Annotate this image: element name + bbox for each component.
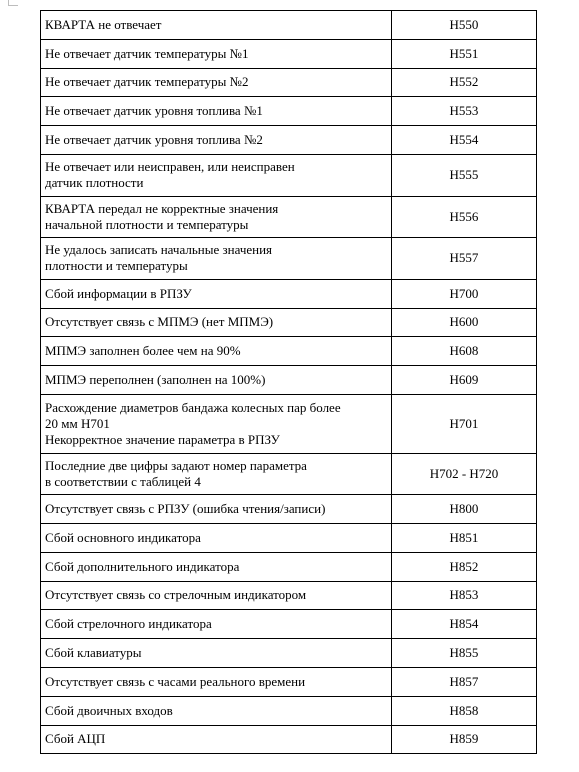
error-code-cell: Н858 xyxy=(392,696,537,725)
error-code-cell: Н552 xyxy=(392,68,537,97)
table-row xyxy=(41,725,537,754)
error-description-cell xyxy=(41,366,392,395)
error-code-cell: Н852 xyxy=(392,552,537,581)
error-description-line: Не удалось записать начальные значения xyxy=(45,242,273,258)
error-description-line: датчик плотности xyxy=(45,175,144,191)
table-row xyxy=(41,154,537,196)
error-codes-table-body xyxy=(41,11,537,754)
table-row xyxy=(41,581,537,610)
error-description-line: 20 мм Н701 xyxy=(45,415,110,431)
error-description-line: Не отвечает датчик температуры №2 xyxy=(45,74,249,90)
table-row xyxy=(41,552,537,581)
error-description-line: Отсутствует связь с МПМЭ (нет МПМЭ) xyxy=(45,314,274,330)
error-description-line: МПМЭ переполнен (заполнен на 100%) xyxy=(45,372,266,388)
error-description-cell xyxy=(41,279,392,308)
error-description-cell xyxy=(41,97,392,126)
table-row xyxy=(41,495,537,524)
table-row xyxy=(41,394,537,453)
error-code-cell: Н554 xyxy=(392,126,537,155)
error-description-cell xyxy=(41,68,392,97)
error-description-cell xyxy=(41,154,392,196)
table-row xyxy=(41,238,537,280)
error-description-cell xyxy=(41,523,392,552)
error-description-cell xyxy=(41,610,392,639)
table-row xyxy=(41,453,537,495)
error-description-line: МПМЭ заполнен более чем на 90% xyxy=(45,343,241,359)
error-description-line: Сбой АЦП xyxy=(45,731,106,747)
error-code-cell: Н609 xyxy=(392,366,537,395)
table-row xyxy=(41,667,537,696)
table-row xyxy=(41,366,537,395)
table-row xyxy=(41,39,537,68)
error-code-cell: Н702 - Н720 xyxy=(392,453,537,495)
page-corner-mark xyxy=(8,0,18,6)
error-code-cell: Н854 xyxy=(392,610,537,639)
table-row xyxy=(41,279,537,308)
table-row xyxy=(41,308,537,337)
error-description-line: Отсутствует связь с РПЗУ (ошибка чтения/записи) xyxy=(45,501,326,517)
error-description-line: Сбой информации в РПЗУ xyxy=(45,285,192,301)
error-description-line: Сбой двоичных входов xyxy=(45,702,173,718)
table-row xyxy=(41,610,537,639)
error-code-cell: Н553 xyxy=(392,97,537,126)
error-code-cell: Н853 xyxy=(392,581,537,610)
error-code-cell: Н557 xyxy=(392,238,537,280)
error-code-cell: Н550 xyxy=(392,11,537,40)
error-description-cell xyxy=(41,39,392,68)
error-description-cell xyxy=(41,453,392,495)
error-description-cell xyxy=(41,394,392,453)
table-row xyxy=(41,523,537,552)
error-description-cell xyxy=(41,337,392,366)
error-description-cell xyxy=(41,196,392,238)
table-row xyxy=(41,97,537,126)
error-code-cell: Н701 xyxy=(392,394,537,453)
error-description-line: Сбой дополнительного индикатора xyxy=(45,558,240,574)
error-description-line: Не отвечает датчик уровня топлива №1 xyxy=(45,103,263,119)
error-description-cell xyxy=(41,667,392,696)
error-description-line: Отсутствует связь со стрелочным индикатором xyxy=(45,587,307,603)
error-description-cell xyxy=(41,238,392,280)
error-description-cell xyxy=(41,495,392,524)
error-description-cell xyxy=(41,581,392,610)
error-description-line: Не отвечает датчик температуры №1 xyxy=(45,45,249,61)
error-description-cell xyxy=(41,639,392,668)
error-description-line: Не отвечает датчик уровня топлива №2 xyxy=(45,132,263,148)
error-code-cell: Н700 xyxy=(392,279,537,308)
error-description-cell xyxy=(41,696,392,725)
table-row xyxy=(41,11,537,40)
error-code-cell: Н855 xyxy=(392,639,537,668)
error-description-line: Сбой стрелочного индикатора xyxy=(45,616,212,632)
error-description-line: в соответствии с таблицей 4 xyxy=(45,473,201,489)
error-code-cell: Н857 xyxy=(392,667,537,696)
error-description-line: Расхождение диаметров бандажа колесных пар более xyxy=(45,399,341,415)
error-description-cell xyxy=(41,725,392,754)
error-code-cell: Н800 xyxy=(392,495,537,524)
error-description-line: Сбой клавиатуры xyxy=(45,645,142,661)
error-description-line: Сбой основного индикатора xyxy=(45,529,201,545)
table-row xyxy=(41,196,537,238)
error-code-cell: Н551 xyxy=(392,39,537,68)
error-description-line: Последние две цифры задают номер параметра xyxy=(45,457,307,473)
error-description-line: КВАРТА передал не корректные значения xyxy=(45,200,279,216)
error-code-cell: Н859 xyxy=(392,725,537,754)
error-description-line: Не отвечает или неисправен, или неисправен xyxy=(45,159,295,175)
error-code-cell: Н600 xyxy=(392,308,537,337)
error-code-cell: Н608 xyxy=(392,337,537,366)
error-code-cell: Н555 xyxy=(392,154,537,196)
error-description-line: Некорректное значение параметра в РПЗУ xyxy=(45,431,280,447)
table-row xyxy=(41,126,537,155)
error-description-line: плотности и температуры xyxy=(45,258,188,274)
error-description-cell xyxy=(41,552,392,581)
error-description-cell xyxy=(41,11,392,40)
error-description-line: Отсутствует связь с часами реального времени xyxy=(45,673,306,689)
table-row xyxy=(41,639,537,668)
error-code-cell: Н851 xyxy=(392,523,537,552)
table-row xyxy=(41,337,537,366)
error-description-line: КВАРТА не отвечает xyxy=(45,16,162,32)
error-description-line: начальной плотности и температуры xyxy=(45,216,249,232)
table-row xyxy=(41,696,537,725)
table-row xyxy=(41,68,537,97)
error-description-cell xyxy=(41,308,392,337)
error-codes-table xyxy=(40,10,537,754)
error-description-cell xyxy=(41,126,392,155)
error-code-cell: Н556 xyxy=(392,196,537,238)
